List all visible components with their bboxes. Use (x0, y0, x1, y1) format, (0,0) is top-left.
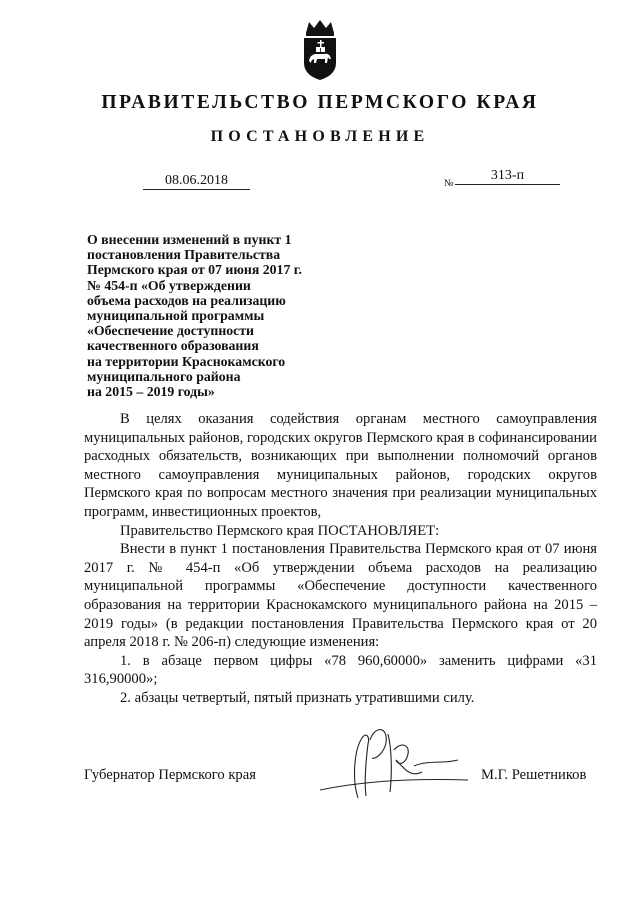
signer-name: М.Г. Решетников (481, 767, 587, 783)
body-paragraph-resolves: Правительство Пермского края ПОСТАНОВЛЯЕТ: (120, 522, 440, 539)
title-line: Пермского края от 07 июня 2017 г. (87, 262, 302, 278)
document-type: ПОСТАНОВЛЕНИЕ (210, 128, 430, 145)
title-line: на территории Краснокамского (87, 353, 286, 369)
body-paragraph-preamble: В целях оказания содействия органам местного самоуправления муниципальных районов, городских округов Пермского края в софинансировании расходных обязательств, возникающих при выполнении полномочий органов местного самоуправления муниципальных районов, городских округов Пермского края по вопросам местного значения при реализации муниципальных программ, инвестиционных проектов, (84, 411, 597, 520)
title-line: объема расходов на реализацию (87, 292, 286, 308)
signer-position: Губернатор Пермского края (84, 767, 256, 783)
document-body (84, 410, 597, 708)
document-title (87, 232, 337, 399)
body-paragraph-item-1: 1. в абзаце первом цифры «78 960,60000» заменить цифрами «31 316,90000»; (84, 652, 597, 688)
number-label: № (444, 178, 454, 189)
title-line: муниципальной программы (87, 308, 265, 324)
document-date: 08.06.2018 (143, 173, 250, 190)
handwritten-signature (318, 720, 498, 810)
title-line: № 454-п «Об утверждении (87, 277, 251, 293)
title-line: постановления Правительства (87, 247, 281, 263)
document-number: 313-п (455, 168, 560, 185)
title-line: «Обеспечение доступности (87, 323, 255, 339)
body-paragraph-item-2: 2. абзацы четвертый, пятый признать утратившими силу. (120, 689, 475, 706)
organization-title: ПРАВИТЕЛЬСТВО ПЕРМСКОГО КРАЯ (101, 92, 539, 113)
body-paragraph-amend: Внести в пункт 1 постановления Правительства Пермского края от 07 июня 2017 г. № 454-п «Об утверждении объема расходов на реализацию муниципальной программы «Обеспечение доступности качественного образования на территории Краснокамского муниципального района на 2015 – 2019 годы» (в редакции постановления Правительства Пермского края от 20 апреля 2018 г. № 206-п) следующие изменения: (84, 541, 597, 651)
title-line: О внесении изменений в пункт 1 (87, 232, 292, 247)
title-line: качественного образования (87, 338, 259, 354)
perm-krai-coat-of-arms-icon (300, 19, 340, 81)
title-line: муниципального района (87, 368, 241, 384)
title-line: на 2015 – 2019 годы» (87, 384, 215, 400)
